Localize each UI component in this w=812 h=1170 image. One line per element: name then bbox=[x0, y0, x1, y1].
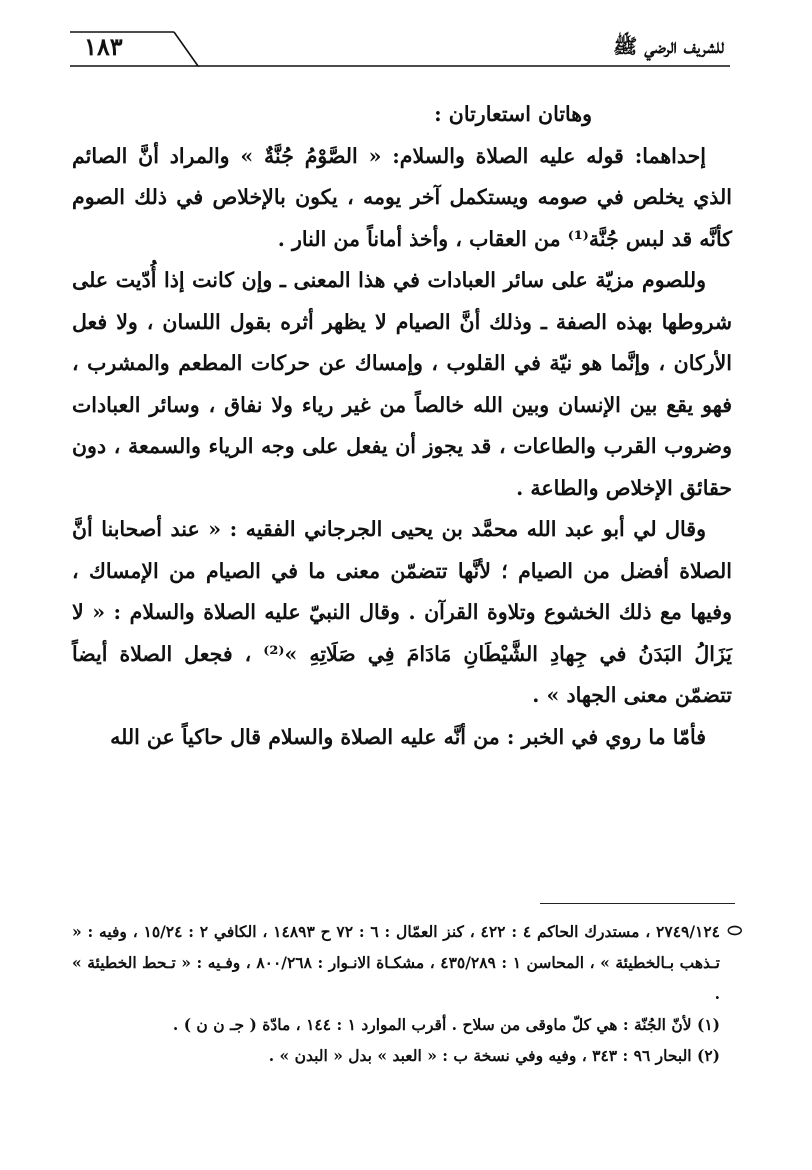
footnote-source-text: ٢٧٤٩/١٢٤ ، مستدرك الحاكم ٤ : ٤٢٢ ، كنز العمّال : ٦ : ٧٢ ح ١٤٨٩٣ ، الكافي ٢ : ١٥/٢٤ ، وفيه : « تـذهب بـالخطيئة » ، المحاسن ١ : ٤٣٥/٢٨٩ ، مشكـاة الانـوار : ٨٠٠/٢٦٨ ، وفـيه : « تـحط الخطيئة » . bbox=[72, 922, 720, 1003]
page-header bbox=[70, 22, 730, 70]
paragraph-khabar: فأمّا ما روي في الخبر : من أنَّه عليه الصلاة والسلام قال حاكياً عن الله bbox=[110, 724, 706, 749]
footnote-source bbox=[72, 916, 742, 1009]
paragraph-intro: وهاتان استعارتان : bbox=[434, 102, 592, 126]
footnotes bbox=[72, 916, 742, 1071]
paragraph-jurjani-quote: وقال لي أبو عبد الله محمَّد بن يحيى الجرجاني الفقيه : « عند أصحابنا أنَّ الصلاة أفضل من الصيام ؛ لأنَّها تتضمّن معنى ما في الصيام من الإمساك ، وفيها مع ذلك الخشوع وتلاوة القرآن . وقال النبيّ عليه الصلاة والسلام : « لا يَزَالُ البَدَنُ في جِهادِ الشَّيْطَانِ مَادَامَ فِي صَلَاتِهِ »⁽²⁾ ، فجعل الصلاة أيضاً تتضمّن معنى الجهاد » . bbox=[72, 517, 732, 707]
paragraph-fasting-merit: وللصوم مزيّة على سائر العبادات في هذا المعنى ـ وإن كانت إذا أُدّيت على شروطها بهذه الصفة ـ وذلك أنَّ الصيام لا يظهر أثره بقول اللسان ، ولا فعل الأركان ، وإنَّما هو نيّة في القلوب ، وإمساك عن حركات المطعم والمشرب ، فهو يقع بين الإنسان وبين الله خالصاً من غير رياء ولا نفاق ، وسائر العبادات وضروب القرب والطاعات ، قد يجوز أن يفعل على وجه الرياء والسمعة ، دون حقائق الإخلاص والطاعة . bbox=[72, 268, 732, 500]
paragraph-first-metaphor: إحداهما: قوله عليه الصلاة والسلام: « الصَّوْمُ جُنَّةٌ » والمراد أنَّ الصائم الذي يخلص في صومه ويستكمل آخر يومه ، يكون بالإخلاص في ذلك الصوم كأنَّه قد لبس جُنَّة⁽¹⁾ من العقاب ، وأخذ أماناً من النار . bbox=[72, 143, 732, 251]
footnote-2: (٢) البحار ٩٦ : ٣٤٣ ، وفيه وفي نسخة ب : « العبد » بدل « البدن » . bbox=[268, 1046, 720, 1065]
source-mark-icon: ⬭ bbox=[727, 921, 742, 941]
footnote-separator bbox=[540, 903, 735, 904]
running-title: للشريف الرضي ﷺ bbox=[613, 34, 724, 58]
footnote-1: (١) لأنّ الجُنّة : هي كلّ ماوقى من سلاح . أقرب الموارد ١ : ١٤٤ ، مادّة ( جـ ن ن ) . bbox=[172, 1015, 720, 1034]
main-text bbox=[72, 94, 732, 758]
page-number: ١٨٣ bbox=[84, 32, 123, 61]
